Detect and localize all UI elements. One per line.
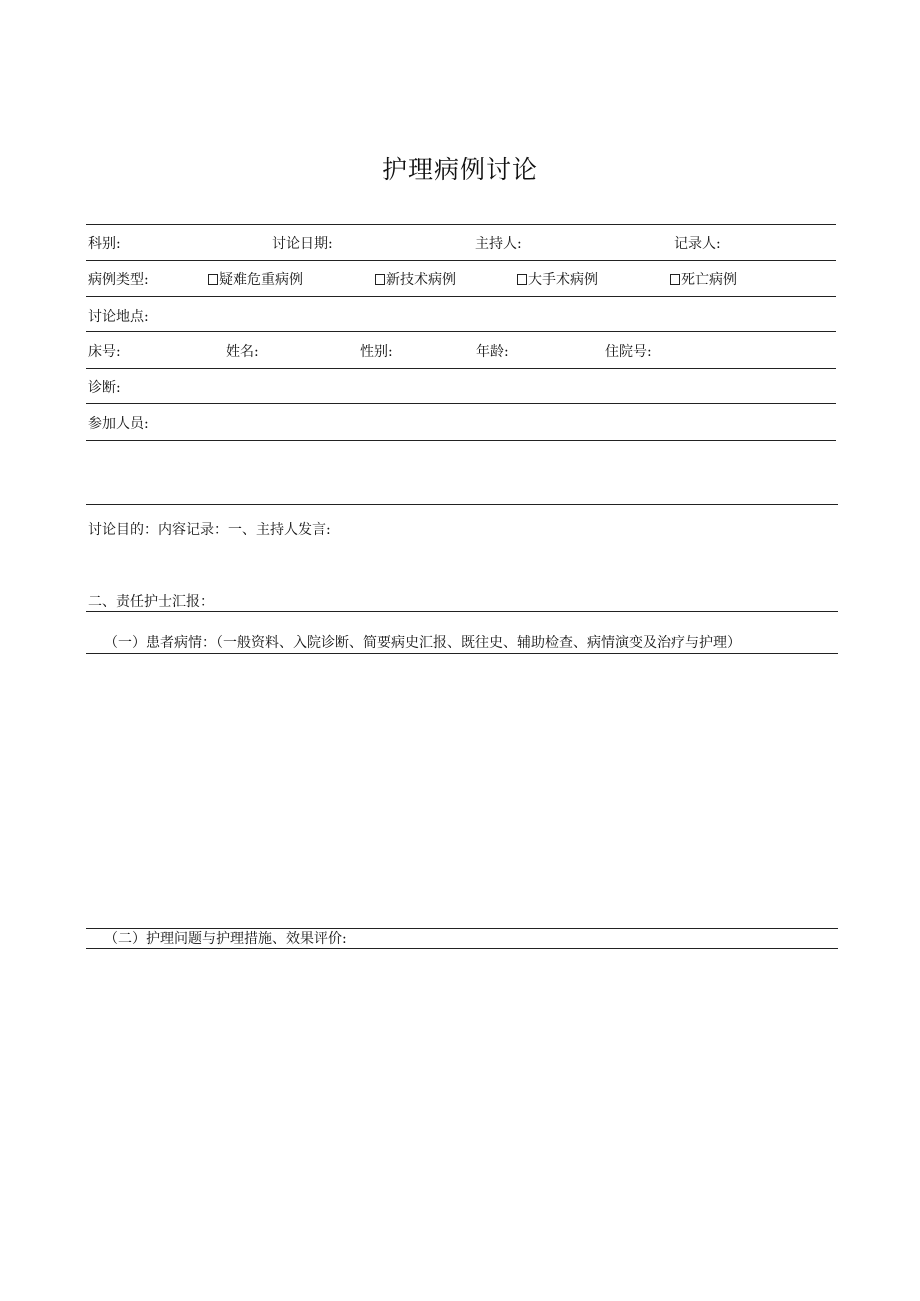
diagnosis-label: 诊断: xyxy=(88,380,121,396)
option-label: 疑难危重病例 xyxy=(219,272,303,288)
divider xyxy=(86,260,836,261)
divider xyxy=(86,224,836,225)
case-type-option-new-tech[interactable] xyxy=(375,270,456,290)
divider xyxy=(86,296,836,297)
admission-number-label: 住院号: xyxy=(605,344,652,360)
divider xyxy=(86,368,836,369)
location-label: 讨论地点: xyxy=(88,309,149,325)
subsection-patient-condition: （一）患者病情：（一般资料、入院诊断、简要病史汇报、既往史、辅助检查、病情演变及治疗与护理） xyxy=(104,635,741,651)
page-title: 护理病例讨论 xyxy=(381,155,538,184)
subsection-nursing-problems: （二）护理问题与护理措施、效果评价: xyxy=(104,931,347,947)
purpose-line: 讨论目的：内容记录：一、主持人发言: xyxy=(88,522,331,538)
discussion-date-label: 讨论日期: xyxy=(272,236,333,252)
participants-label: 参加人员: xyxy=(88,416,149,432)
age-label: 年龄: xyxy=(476,344,509,360)
case-type-option-death[interactable] xyxy=(670,270,737,290)
option-label: 大手术病例 xyxy=(528,272,598,288)
recorder-label: 记录人: xyxy=(674,236,721,252)
case-type-label: 病例类型: xyxy=(88,272,149,288)
divider xyxy=(86,440,836,441)
section-two-heading: 二、责任护士汇报： xyxy=(88,594,214,610)
case-type-option-major-surgery[interactable] xyxy=(517,270,598,290)
host-label: 主持人: xyxy=(475,236,522,252)
checkbox-icon xyxy=(208,274,218,285)
checkbox-icon xyxy=(517,274,527,285)
name-label: 姓名: xyxy=(226,344,259,360)
option-label: 新技术病例 xyxy=(386,272,456,288)
department-label: 科别: xyxy=(88,236,121,252)
checkbox-icon xyxy=(375,274,385,285)
divider xyxy=(86,504,838,505)
divider xyxy=(86,403,836,404)
case-type-option-critical[interactable] xyxy=(208,270,303,290)
bed-label: 床号: xyxy=(88,344,121,360)
checkbox-icon xyxy=(670,274,680,285)
divider xyxy=(86,653,838,654)
divider xyxy=(86,331,836,332)
option-label: 死亡病例 xyxy=(681,272,737,288)
gender-label: 性别: xyxy=(360,344,393,360)
